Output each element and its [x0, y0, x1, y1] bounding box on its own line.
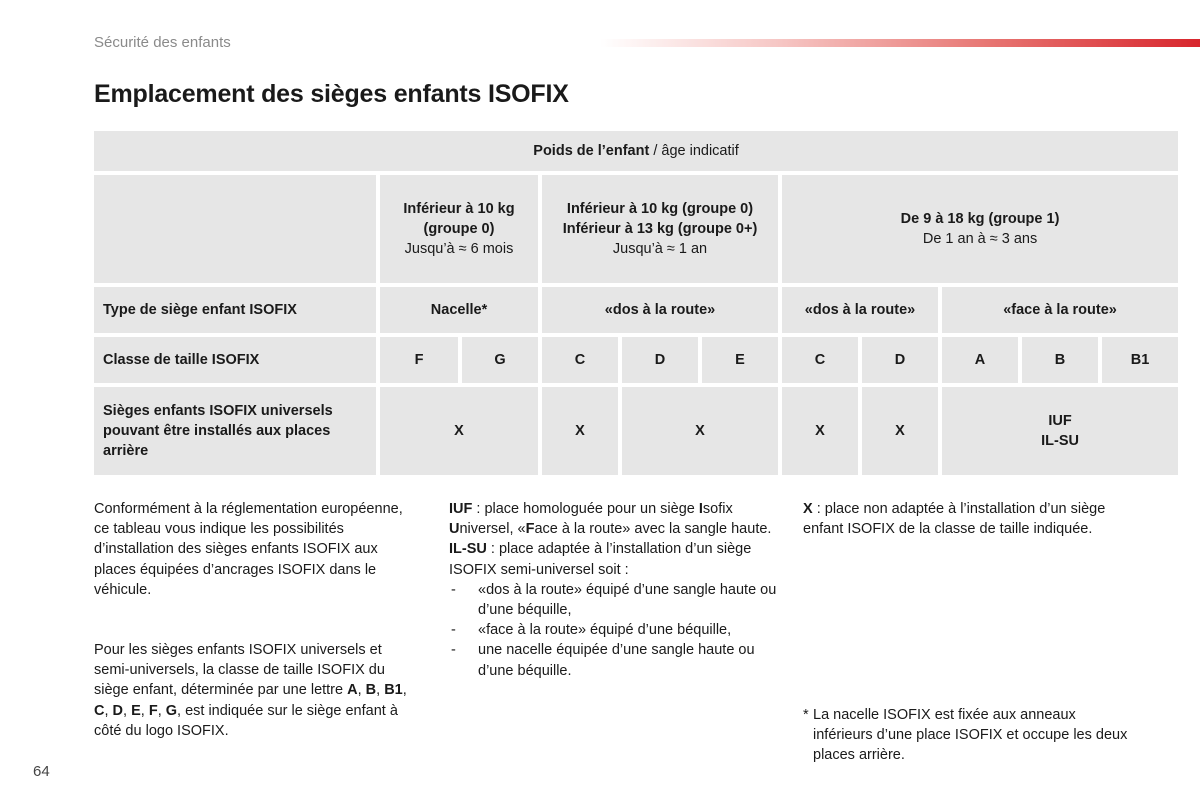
size-class-cell: A: [942, 337, 1018, 383]
size-class-cell: E: [702, 337, 778, 383]
regulation-paragraph: Conformément à la réglementation européenne, ce tableau vous indique les possibilités d’installation des sièges enfants ISOFIX aux places équipées d’ancrages ISOFIX dans le véhicule.: [94, 501, 403, 598]
size-class-paragraph: [94, 640, 412, 741]
weight-header-cell: [94, 131, 1178, 171]
notes-column-2: [449, 499, 779, 681]
size-letter: D: [112, 702, 124, 719]
isofix-table: [90, 131, 1182, 475]
definition-text: : place adaptée à l’installation d’un siège ISOFIX semi-universel soit :: [449, 541, 752, 578]
size-class-cell: B: [1022, 337, 1098, 383]
size-letter: B: [365, 682, 377, 699]
weight-group-line: (groupe 0): [423, 221, 495, 237]
separator: ,: [123, 702, 132, 719]
size-letter: A: [347, 682, 358, 699]
size-class-cell: D: [622, 337, 698, 383]
weight-group-age: Jusqu’à ≈ 1 an: [612, 241, 708, 257]
seat-compat-cell-iuf: [942, 387, 1178, 475]
separator: ,: [157, 702, 166, 719]
size-class-cell: C: [542, 337, 618, 383]
size-class-cell: C: [782, 337, 858, 383]
footnote-marker: *: [803, 707, 809, 723]
paragraph-text: , est indiquée sur le siège enfant à côté du logo ISOFIX.: [94, 702, 398, 739]
definition-text: ace à la route» avec la sangle haute.: [534, 521, 772, 538]
weight-group-age: Jusqu’à ≈ 6 mois: [404, 241, 514, 257]
definition-text: : place homologuée pour un siège: [472, 501, 699, 517]
page-title: Emplacement des sièges enfants ISOFIX: [94, 80, 569, 108]
separator: ,: [104, 702, 113, 719]
iuf-definition: [449, 499, 779, 539]
seat-compat-cell: X: [380, 387, 538, 475]
size-class-cell: F: [380, 337, 458, 383]
seat-compat-cell: X: [862, 387, 938, 475]
size-class-cell: G: [462, 337, 538, 383]
separator: ,: [357, 682, 366, 699]
section-label: Sécurité des enfants: [94, 34, 231, 51]
seat-compat-ilsu: IL-SU: [1041, 433, 1079, 449]
footnote: [803, 705, 1133, 766]
weight-header-bold: Poids de l’enfant: [533, 143, 650, 159]
notes-column-3: [803, 499, 1133, 539]
empty-corner-cell: [94, 175, 376, 283]
seat-compat-iuf: IUF: [1048, 413, 1072, 429]
term: IL-SU: [449, 541, 487, 558]
ilsu-list: [449, 580, 779, 681]
size-class-cell: B1: [1102, 337, 1178, 383]
size-letter: F: [148, 702, 158, 719]
paragraph-text: Pour les sièges enfants ISOFIX universels et semi-universels, la classe de taille ISOFIX du siège enfant, déterminée par une lettre: [94, 642, 385, 699]
acronym-letter: F: [525, 521, 535, 538]
weight-group-line: Inférieur à 10 kg (groupe 0): [566, 201, 754, 217]
weight-header-rest: / âge indicatif: [649, 143, 739, 159]
size-letter: E: [131, 702, 141, 719]
seat-type-cell: «dos à la route»: [542, 287, 778, 333]
term: X: [803, 501, 813, 517]
ilsu-definition: [449, 539, 779, 579]
acronym-letter: I: [698, 501, 703, 517]
definition-text: : place non adaptée à l’installation d’un siège enfant ISOFIX de la classe de taille indiquée.: [803, 501, 1106, 538]
list-item: - une nacelle équipée d’une sangle haute ou d’une béquille.: [449, 640, 779, 680]
term: IUF: [449, 501, 473, 517]
weight-group-cell: [380, 175, 538, 283]
list-item: - «face à la route» équipé d’une béquille,: [449, 620, 779, 640]
seat-compat-cell: X: [542, 387, 618, 475]
x-definition: [803, 499, 1133, 539]
separator: ,: [376, 682, 385, 699]
row-label-universal-seats: Sièges enfants ISOFIX universels pouvant être installés aux places arrière: [94, 387, 376, 475]
size-letter: B1: [384, 682, 403, 699]
weight-group-cell: [542, 175, 778, 283]
seat-type-cell: Nacelle*: [380, 287, 538, 333]
weight-group-line: De 9 à 18 kg (groupe 1): [900, 211, 1060, 227]
definition-text: sofix: [702, 501, 733, 517]
weight-group-line: Inférieur à 13 kg (groupe 0+): [562, 221, 758, 237]
acronym-letter: U: [449, 521, 460, 538]
seat-type-cell: «dos à la route»: [782, 287, 938, 333]
page-number: 64: [33, 763, 50, 780]
row-label-seat-type: Type de siège enfant ISOFIX: [94, 287, 376, 333]
footnote-text: La nacelle ISOFIX est fixée aux anneaux inférieurs d’une place ISOFIX et occupe les deux places arrière.: [813, 707, 1128, 764]
size-letter: C: [94, 702, 105, 719]
separator: ,: [402, 682, 407, 699]
header-accent-bar: [600, 39, 1200, 47]
weight-group-age: De 1 an à ≈ 3 ans: [922, 231, 1038, 247]
size-class-cell: D: [862, 337, 938, 383]
definition-text: niversel, «: [459, 521, 526, 538]
notes-column-1: [94, 499, 412, 741]
weight-group-cell: [782, 175, 1178, 283]
list-item: - «dos à la route» équipé d’une sangle haute ou d’une béquille,: [449, 580, 779, 620]
seat-compat-cell: X: [622, 387, 778, 475]
size-letter: G: [165, 702, 178, 719]
row-label-size-class: Classe de taille ISOFIX: [94, 337, 376, 383]
seat-type-cell: «face à la route»: [942, 287, 1178, 333]
weight-group-line: Inférieur à 10 kg: [403, 201, 515, 217]
separator: ,: [140, 702, 149, 719]
seat-compat-cell: X: [782, 387, 858, 475]
